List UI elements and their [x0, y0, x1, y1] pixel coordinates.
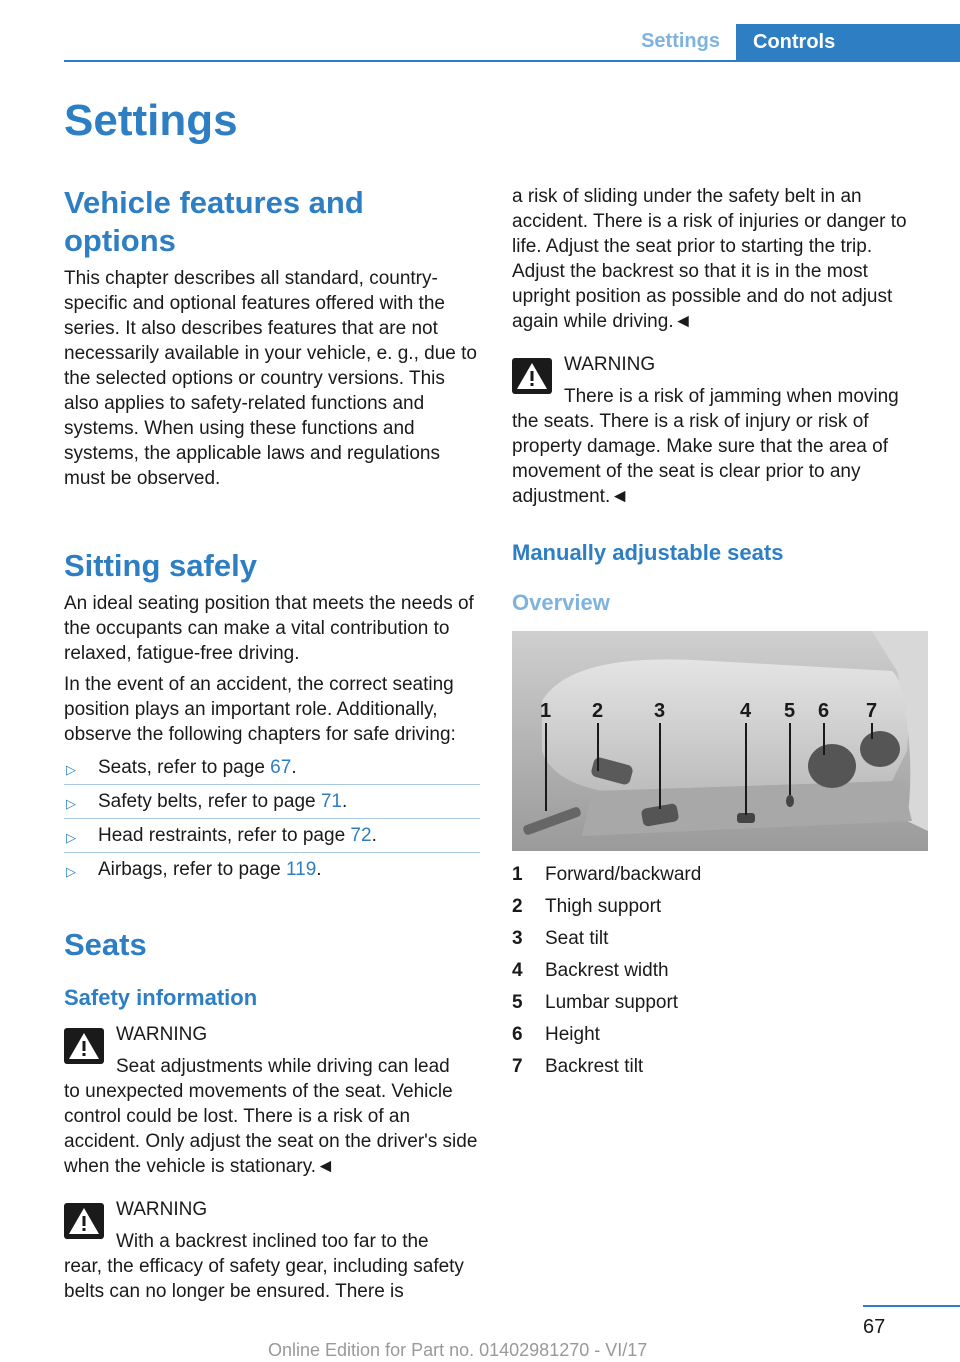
seats-heading: Seats	[64, 927, 147, 962]
sitting-safely-text-2: In the event of an accident, the correct seating position plays an important role. Additionally, observe the following chapters for safe driving:	[64, 674, 456, 745]
warning-text: to unexpected movements of the seat. Vehicle control could be lost. There is a risk of an accident. Only adjust the seat on the driver's side when the vehicle is stationary.◄	[64, 1081, 478, 1177]
list-item: ▷ Airbags, refer to page 119.	[64, 853, 480, 886]
warning-block	[64, 1197, 480, 1304]
warning-text: rear, the efficacy of safety gear, including safety belts can no longer be ensured. There is	[64, 1256, 464, 1302]
page-link[interactable]: 67	[270, 757, 292, 778]
warning-text-first: There is a risk of jamming when moving	[564, 386, 899, 407]
footer-rule	[863, 1305, 960, 1307]
safety-information-heading: Safety information	[64, 985, 258, 1010]
callout-7: 7	[866, 700, 878, 722]
page-link[interactable]: 119	[286, 859, 317, 880]
warning-text-first: With a backrest inclined too far to the	[116, 1231, 429, 1252]
left-column	[64, 184, 480, 1304]
vehicle-features-heading: Vehicle features and options	[64, 185, 364, 258]
list-item: 7 Backrest tilt	[512, 1056, 644, 1077]
list-item: 4 Backrest width	[512, 960, 669, 981]
list-item: 2 Thigh support	[512, 896, 662, 917]
seat-controls-legend	[512, 859, 928, 1083]
warning-triangle-icon	[512, 358, 552, 394]
warning-text-first: Seat adjustments while driving can lead	[116, 1056, 450, 1077]
triangle-right-icon: ▷	[66, 830, 76, 845]
sitting-safely-heading: Sitting safely	[64, 548, 257, 583]
overview-heading: Overview	[512, 590, 610, 615]
page-number: 67	[863, 1316, 886, 1338]
callout-4: 4	[740, 700, 752, 722]
list-item: 5 Lumbar support	[512, 992, 679, 1013]
warning-title: WARNING	[116, 1199, 208, 1220]
warning-title: WARNING	[564, 354, 656, 375]
warning-title: WARNING	[116, 1024, 208, 1045]
list-item: ▷ Head restraints, refer to page 72.	[64, 819, 480, 853]
triangle-right-icon: ▷	[66, 864, 76, 879]
callout-3: 3	[654, 700, 666, 722]
list-item: 1 Forward/backward	[512, 864, 702, 885]
list-item: ▷ Seats, refer to page 67.	[64, 751, 480, 785]
warning-triangle-icon	[64, 1028, 104, 1064]
callout-2: 2	[592, 700, 604, 722]
header-section-label: Settings	[641, 30, 720, 52]
warning-block	[512, 352, 928, 509]
triangle-right-icon: ▷	[66, 762, 76, 777]
callout-5: 5	[784, 700, 796, 722]
sitting-safely-text-1: An ideal seating position that meets the needs of the occupants can make a vital contribution to relaxed, fatigue-free driving.	[64, 593, 474, 664]
safety-chapters-list	[64, 751, 480, 886]
list-item: ▷ Safety belts, refer to page 71.	[64, 785, 480, 819]
warning-text-continued: a risk of sliding under the safety belt in an accident. There is a risk of injuries or danger to life. Adjust the seat prior to starting the trip. Adjust the backrest so that it is in the most upright position as possible and do not adjust again while driving.◄	[512, 186, 907, 332]
page-title: Settings	[64, 96, 238, 145]
page-link[interactable]: 72	[350, 825, 372, 846]
header-rule	[64, 60, 960, 62]
right-column	[512, 184, 928, 1083]
warning-triangle-icon	[64, 1203, 104, 1239]
list-item: 3 Seat tilt	[512, 928, 609, 949]
warning-text: the seats. There is a risk of injury or risk of property damage. Make sure that the area of movement of the seat is clear prior to any adjustment.◄	[512, 411, 888, 507]
warning-block	[64, 1022, 480, 1179]
list-item: 6 Height	[512, 1024, 600, 1045]
header-chapter-tab: Controls	[736, 24, 960, 61]
callout-6: 6	[818, 700, 830, 722]
footer-edition: Online Edition for Part no. 01402981270 - VI/17	[268, 1340, 648, 1360]
vehicle-features-text: This chapter describes all standard, country-specific and optional features offered with the series. It also describes features that are not necessarily available in your vehicle, e. g., due to the selected options or country versions. This also applies to safety-related functions and systems. When using these functions and systems, the applicable laws and regulations must be observed.	[64, 268, 477, 489]
seat-controls-photo	[512, 631, 928, 851]
manual-seats-heading: Manually adjustable seats	[512, 540, 784, 565]
page-link[interactable]: 71	[320, 791, 342, 812]
callout-1: 1	[540, 700, 552, 722]
triangle-right-icon: ▷	[66, 796, 76, 811]
